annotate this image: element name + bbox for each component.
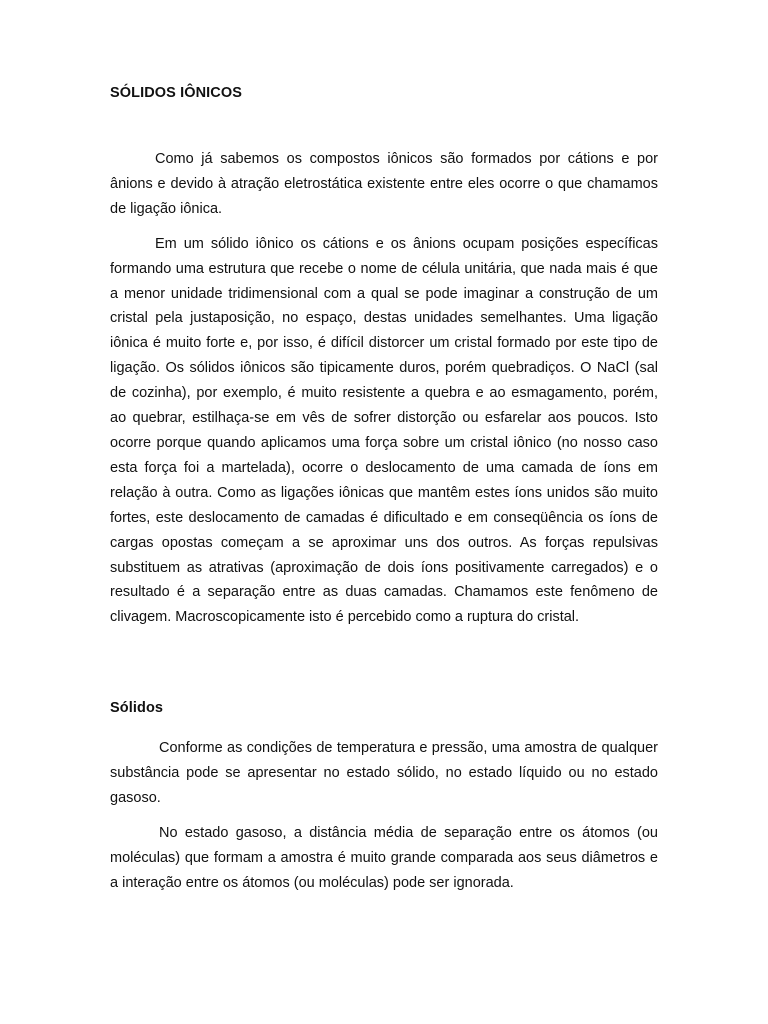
document-page [110, 0, 658, 1024]
section-solids [110, 736, 658, 905]
paragraph-ionic-intro: Como já sabemos os compostos iônicos são formados por cátions e por ânions e devido à atração eletrostática existente entre eles ocorre o que chamamos de ligação iônica. [110, 151, 658, 217]
paragraph-ionic-structure: Em um sólido iônico os cátions e os ânions ocupam posições específicas formando uma estrutura que recebe o nome de célula unitária, que nada mais é que a menor unidade tridimensional com a qual se pode imaginar a construção de um cristal pela justaposição, no espaço, destas unidades semelhantes. Uma ligação iônica é muito forte e, por isso, é difícil distorcer um cristal formado por este tipo de ligação. Os sólidos iônicos são tipicamente duros, porém quebradiços. O NaCl (sal de cozinha), por exemplo, é muito resistente a quebra e ao esmagamento, porém, ao quebrar, estilhaça-se em vês de sofrer distorção ou esfarelar aos poucos. Isto ocorre porque quando aplicamos uma força sobre um cristal iônico (no nosso caso esta força foi a martelada), ocorre o deslocamento de uma camada de íons em relação à outra. Como as ligações iônicas que mantêm estes íons unidos são muito fortes, este deslocamento de camadas é dificultado e em conseqüência os íons de cargas opostas começam a se aproximar uns dos outros. As forças repulsivas substituem as atrativas (aproximação de dois íons positivamente carregados) e o resultado é a separação entre as duas camadas. Chamamos este fenômeno de clivagem. Macroscopicamente isto é percebido como a ruptura do cristal. [110, 235, 658, 626]
section-heading-solids: Sólidos [110, 700, 164, 716]
paragraph-gaseous-state: No estado gasoso, a distância média de separação entre os átomos (ou moléculas) que formam a amostra é muito grande comparada aos seus diâmetros e a interação entre os átomos (ou moléculas) pode ser ignorada. [110, 824, 658, 891]
document-title: SÓLIDOS IÔNICOS [110, 85, 243, 101]
paragraph-states-of-matter: Conforme as condições de temperatura e pressão, uma amostra de qualquer substância pode se apresentar no estado sólido, no estado líquido ou no estado gasoso. [110, 740, 658, 806]
section-ionic-solids [110, 147, 658, 640]
